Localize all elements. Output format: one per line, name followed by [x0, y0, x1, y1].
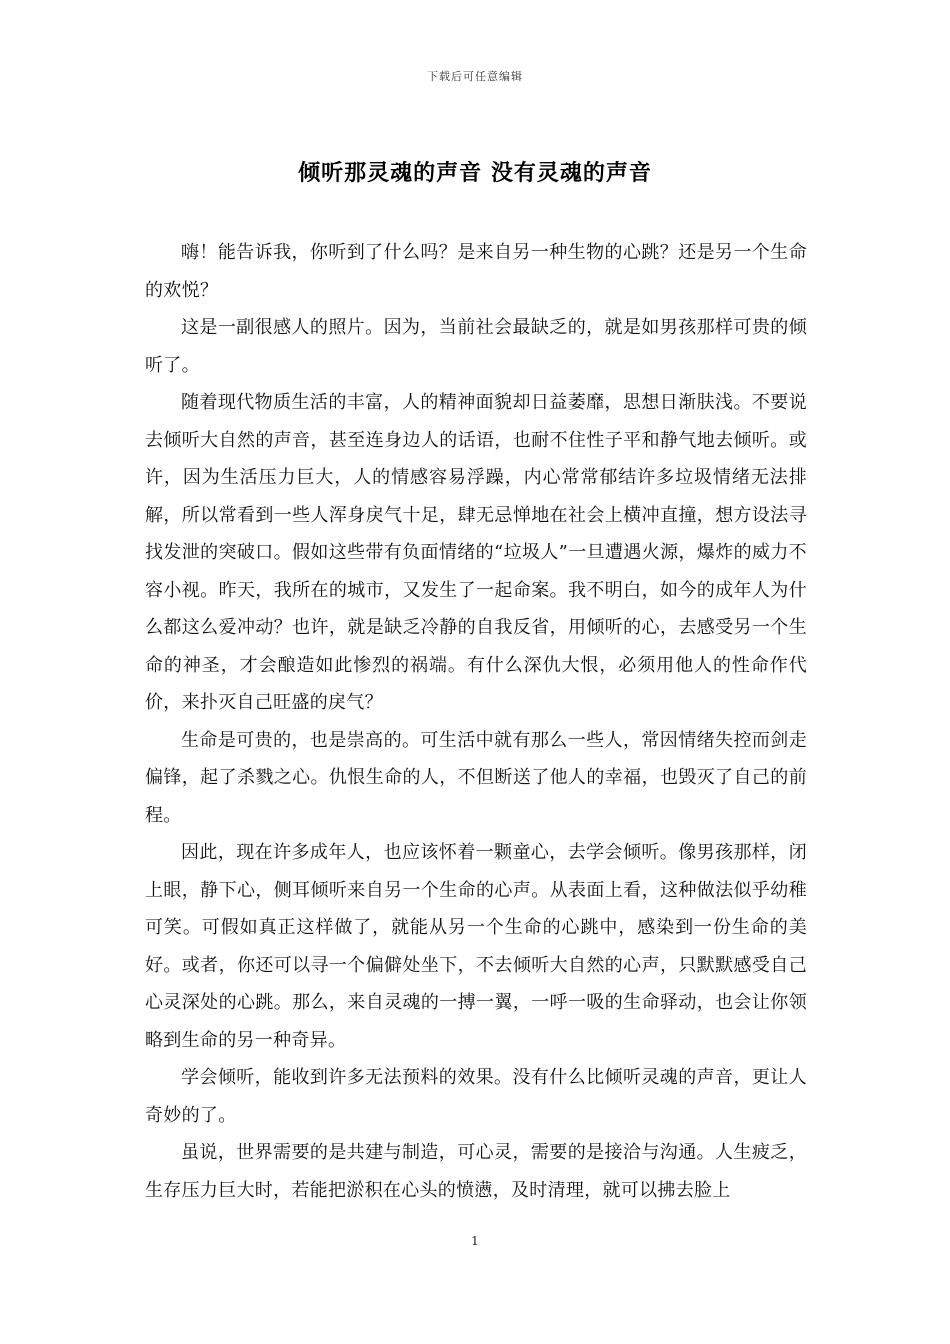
article-body [145, 234, 807, 1210]
paragraph: 虽说，世界需要的是共建与制造，可心灵，需要的是接洽与沟通。人生疲乏，生存压力巨大时，若能把淤积在心头的愤懑，及时清理，就可以拂去脸上 [145, 1142, 807, 1201]
paragraph: 嗨！能告诉我，你听到了什么吗？是来自另一种生物的心跳？还是另一个生命的欢悦？ [145, 242, 807, 301]
paragraph: 随着现代物质生活的丰富，人的精神面貌却日益萎靡，思想日渐肤浅。不要说去倾听大自然的声音，甚至连身边人的话语，也耐不住性子平和静气地去倾听。或许，因为生活压力巨大，人的情感容易浮躁，内心常常郁结许多垃圾情绪无法排解，所以常看到一些人浑身戾气十足，肆无忌惮地在社会上横冲直撞，想方设法寻找发泄的突破口。假如这些带有负面情绪的“垃圾人”一旦遭遇火源，爆炸的威力不容小视。昨天，我所在的城市，又发生了一起命案。我不明白，如今的成年人为什么都这么爱冲动？也许，就是缺乏冷静的自我反省，用倾听的心，去感受另一个生命的神圣，才会酿造如此惨烈的祸端。有什么深仇大恨，必须用他人的性命作代价，来扑灭自己旺盛的戾气？ [145, 392, 807, 713]
paragraph: 因此，现在许多成年人，也应该怀着一颗童心，去学会倾听。像男孩那样，闭上眼，静下心，侧耳倾听来自另一个生命的心声。从表面上看，这种做法似乎幼稚可笑。可假如真正这样做了，就能从另一个生命的心跳中，感染到一份生命的美好。或者，你还可以寻一个偏僻处坐下，不去倾听大自然的心声，只默默感受自己心灵深处的心跳。那么，来自灵魂的一搏一翼，一呼一吸的生命驿动，也会让你领略到生命的另一种奇异。 [145, 842, 807, 1051]
article-title: 倾听那灵魂的声音 没有灵魂的声音 [298, 160, 652, 186]
paragraph: 这是一副很感人的照片。因为，当前社会最缺乏的，就是如男孩那样可贵的倾听了。 [145, 317, 807, 376]
page-number: 1 [471, 1234, 479, 1248]
page-header-note: 下载后可任意编辑 [427, 70, 523, 83]
paragraph: 学会倾听，能收到许多无法预料的效果。没有什么比倾听灵魂的声音，更让人奇妙的了。 [145, 1067, 807, 1126]
paragraph: 生命是可贵的，也是崇高的。可生活中就有那么一些人，常因情绪失控而剑走偏锋，起了杀戮之心。仇恨生命的人，不但断送了他人的幸福，也毁灭了自己的前程。 [145, 729, 807, 826]
